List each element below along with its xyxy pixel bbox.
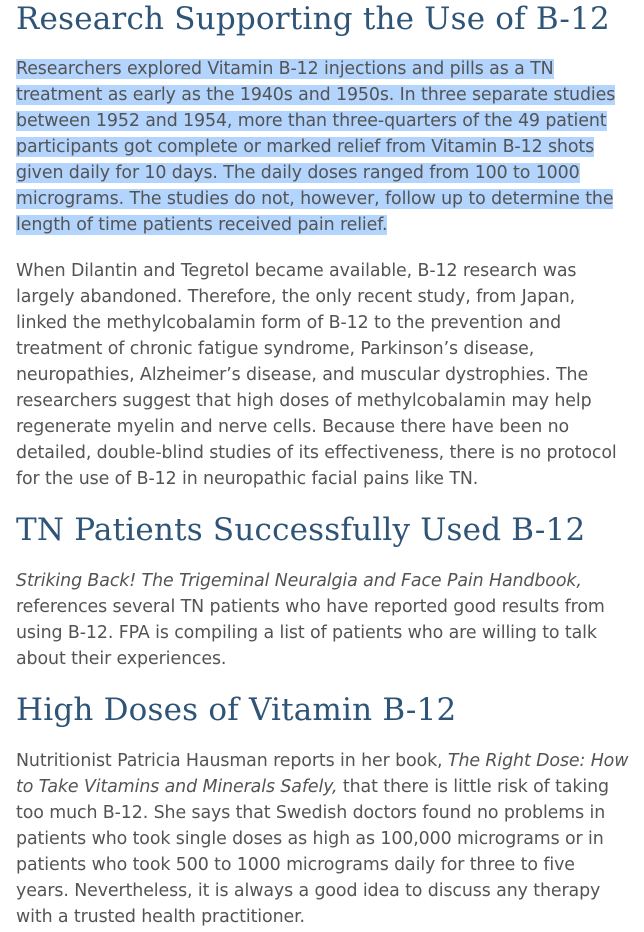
selected-text[interactable]: Researchers explored Vitamin B-12 injections and pills as a TN treatment as early as the 1940s and 1950s. In three separate studies between 1952 and 1954, more than three-quarters of the 49 patient participants got complete or marked relief from Vitamin B-12 shots given daily for 10 days. The daily doses ranged from 100 to 1000 micrograms. The studies do not, however, follow up to determine the length of time patients received pain relief. [16,59,616,235]
paragraph-research-dilantin: When Dilantin and Tegretol became available, B-12 research was largely abandoned. Therefore, the only recent study, from Japan, linked the methylcobalamin form of B-12 to the prevention and treatment of chronic fatigue syndrome, Parkinson’s disease, neuropathies, Alzheimer’s disease, and muscular dystrophies. The researchers suggest that high doses of methylcobalamin may help regenerate myelin and nerve cells. Because there have been no detailed, double-blind studies of its effectiveness, there is no protocol for the use of B-12 in neuropathic facial pains like TN. [16,261,617,489]
paragraph-tn-patients [16,568,630,672]
book-title-right-dose: The Right Dose: How to Take Vitamins and Minerals Safely, [16,751,629,797]
paragraph-high-doses-text: that there is little risk of taking too much B-12. She says that Swedish doctors found no problems in patients who took single doses as high as 100,000 micrograms or in patients who took 500 to 1000 micrograms daily for three to five years. Nevertheless, it is always a good idea to discuss any therapy with a trusted health practitioner. [16,777,609,927]
paragraph-research-selected[interactable] [16,56,630,238]
section-heading-tn-patients: TN Patients Successfully Used B-12 [16,512,586,548]
paragraph-tn-patients-text: references several TN patients who have reported good results from using B-12. FPA is compiling a list of patients who are willing to talk about their experiences. [16,597,605,669]
section-heading-research: Research Supporting the Use of B-12 [16,1,610,37]
paragraph-high-doses-intro: Nutritionist Patricia Hausman reports in her book, [16,751,448,771]
section-heading-high-doses: High Doses of Vitamin B-12 [16,692,457,728]
book-title-striking-back: Striking Back! The Trigeminal Neuralgia and Face Pain Handbook, [16,571,582,591]
paragraph-high-doses [16,748,630,930]
